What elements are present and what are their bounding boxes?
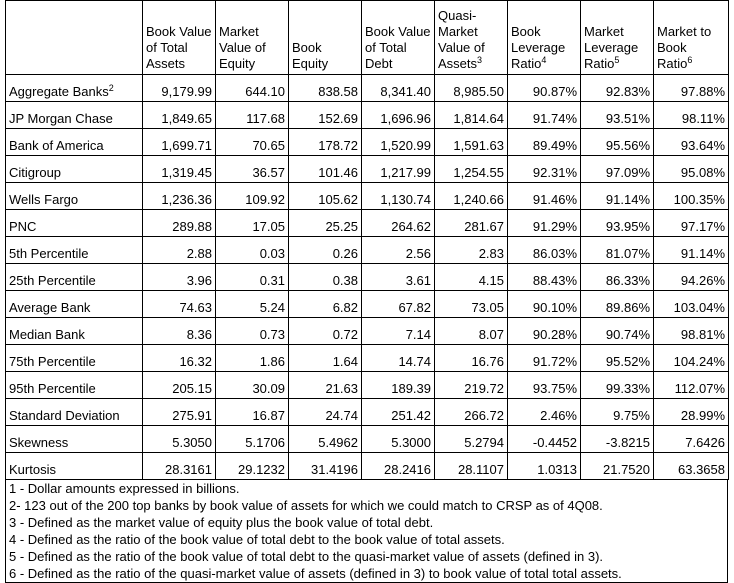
table-cell: 21.63 bbox=[289, 372, 362, 399]
column-header bbox=[435, 1, 508, 75]
table-cell: 92.83% bbox=[581, 75, 654, 102]
footnote-marker: 3 bbox=[477, 55, 483, 65]
row-label-cell bbox=[6, 237, 143, 264]
table-cell: 8,985.50 bbox=[435, 75, 508, 102]
column-header-label: Book Leverage Ratio bbox=[511, 24, 566, 71]
footnote: 2- 123 out of the 200 top banks by book value of assets for which we could match to CRSP as of 4Q08. bbox=[9, 498, 603, 513]
table-row bbox=[6, 264, 729, 291]
table-cell: 88.43% bbox=[508, 264, 581, 291]
table-cell: 289.88 bbox=[143, 210, 216, 237]
column-header-label: Quasi-Market Value of Assets bbox=[438, 8, 485, 71]
column-header bbox=[362, 1, 435, 75]
column-header bbox=[508, 1, 581, 75]
table-cell: 1,217.99 bbox=[362, 156, 435, 183]
table-row bbox=[6, 426, 729, 453]
table-cell: 25.25 bbox=[289, 210, 362, 237]
table-cell: 105.62 bbox=[289, 183, 362, 210]
table-cell: 30.09 bbox=[216, 372, 289, 399]
table-cell: 5.1706 bbox=[216, 426, 289, 453]
table-cell: 16.87 bbox=[216, 399, 289, 426]
table-cell: 70.65 bbox=[216, 129, 289, 156]
table-cell: 90.74% bbox=[581, 318, 654, 345]
table-cell: 94.26% bbox=[654, 264, 729, 291]
header-row bbox=[6, 1, 729, 75]
table-cell: 5.3000 bbox=[362, 426, 435, 453]
table-cell: 16.76 bbox=[435, 345, 508, 372]
column-header bbox=[143, 1, 216, 75]
table-cell: 5.2794 bbox=[435, 426, 508, 453]
table-cell: 0.72 bbox=[289, 318, 362, 345]
table-cell: 1,254.55 bbox=[435, 156, 508, 183]
table-cell: 14.74 bbox=[362, 345, 435, 372]
table-cell: 86.03% bbox=[508, 237, 581, 264]
table-cell: 93.64% bbox=[654, 129, 729, 156]
column-header-label: Market to Book Ratio bbox=[657, 24, 712, 71]
column-header bbox=[581, 1, 654, 75]
row-label: 25th Percentile bbox=[9, 273, 96, 288]
bank-statistics-table bbox=[5, 0, 729, 480]
row-label-cell bbox=[6, 318, 143, 345]
table-cell: -0.4452 bbox=[508, 426, 581, 453]
table-cell: 16.32 bbox=[143, 345, 216, 372]
row-label-cell bbox=[6, 426, 143, 453]
table-row bbox=[6, 210, 729, 237]
table-cell: 2.56 bbox=[362, 237, 435, 264]
table-cell: 1,849.65 bbox=[143, 102, 216, 129]
table-row bbox=[6, 345, 729, 372]
row-label-cell bbox=[6, 345, 143, 372]
table-cell: 89.49% bbox=[508, 129, 581, 156]
table-cell: 28.1107 bbox=[435, 453, 508, 480]
footnote: 3 - Defined as the market value of equity plus the book value of total debt. bbox=[9, 515, 434, 530]
table-row bbox=[6, 318, 729, 345]
table-cell: 67.82 bbox=[362, 291, 435, 318]
table-cell: 97.88% bbox=[654, 75, 729, 102]
table-cell: 28.2416 bbox=[362, 453, 435, 480]
table-cell: 0.73 bbox=[216, 318, 289, 345]
table-row bbox=[6, 102, 729, 129]
table-row bbox=[6, 453, 729, 480]
table-cell: 91.14% bbox=[654, 237, 729, 264]
table-body bbox=[6, 75, 729, 480]
column-header-label: Market Value of Equity bbox=[219, 24, 266, 71]
footnote: 6 - Defined as the ratio of the quasi-market value of assets (defined in 3) to book value of total total assets. bbox=[9, 566, 622, 581]
table-cell: 95.52% bbox=[581, 345, 654, 372]
table-cell: 1,319.45 bbox=[143, 156, 216, 183]
table-cell: 0.26 bbox=[289, 237, 362, 264]
table-row bbox=[6, 399, 729, 426]
table-cell: 2.83 bbox=[435, 237, 508, 264]
table-cell: 97.09% bbox=[581, 156, 654, 183]
row-label: 75th Percentile bbox=[9, 354, 96, 369]
table-cell: 1.0313 bbox=[508, 453, 581, 480]
table-cell: 28.3161 bbox=[143, 453, 216, 480]
table-row bbox=[6, 183, 729, 210]
table-cell: 28.99% bbox=[654, 399, 729, 426]
table-cell: 5.24 bbox=[216, 291, 289, 318]
table-row bbox=[6, 372, 729, 399]
table-cell: 644.10 bbox=[216, 75, 289, 102]
row-label: Average Bank bbox=[9, 300, 91, 315]
row-label: Bank of America bbox=[9, 138, 104, 153]
row-label-cell bbox=[6, 156, 143, 183]
table-cell: 7.6426 bbox=[654, 426, 729, 453]
table-cell: 838.58 bbox=[289, 75, 362, 102]
table-cell: 2.46% bbox=[508, 399, 581, 426]
table-cell: 100.35% bbox=[654, 183, 729, 210]
footnote: 4 - Defined as the ratio of the book value of total debt to the book value of total assets. bbox=[9, 532, 505, 547]
table-cell: 91.46% bbox=[508, 183, 581, 210]
row-label-cell bbox=[6, 399, 143, 426]
table-cell: 91.74% bbox=[508, 102, 581, 129]
table-cell: 92.31% bbox=[508, 156, 581, 183]
table-cell: 36.57 bbox=[216, 156, 289, 183]
table-cell: 1,699.71 bbox=[143, 129, 216, 156]
table-cell: 86.33% bbox=[581, 264, 654, 291]
table-row bbox=[6, 129, 729, 156]
table-cell: 91.29% bbox=[508, 210, 581, 237]
table-cell: 5.3050 bbox=[143, 426, 216, 453]
table-row bbox=[6, 156, 729, 183]
table-row bbox=[6, 291, 729, 318]
table-cell: 9,179.99 bbox=[143, 75, 216, 102]
table-cell: 90.87% bbox=[508, 75, 581, 102]
table-cell: 281.67 bbox=[435, 210, 508, 237]
table-cell: 1.64 bbox=[289, 345, 362, 372]
table-cell: 101.46 bbox=[289, 156, 362, 183]
footnote-marker: 6 bbox=[687, 55, 693, 65]
table-cell: 1,814.64 bbox=[435, 102, 508, 129]
table-cell: 112.07% bbox=[654, 372, 729, 399]
table-cell: 152.69 bbox=[289, 102, 362, 129]
table-cell: 98.81% bbox=[654, 318, 729, 345]
table-cell: 103.04% bbox=[654, 291, 729, 318]
table-cell: 1.86 bbox=[216, 345, 289, 372]
table-cell: 266.72 bbox=[435, 399, 508, 426]
table-row bbox=[6, 237, 729, 264]
table-cell: 251.42 bbox=[362, 399, 435, 426]
table-cell: 1,696.96 bbox=[362, 102, 435, 129]
table-cell: 0.03 bbox=[216, 237, 289, 264]
table-cell: 3.96 bbox=[143, 264, 216, 291]
table-cell: 31.4196 bbox=[289, 453, 362, 480]
row-label-cell bbox=[6, 129, 143, 156]
row-label: Kurtosis bbox=[9, 462, 56, 477]
table-cell: 8,341.40 bbox=[362, 75, 435, 102]
table-cell: 1,236.36 bbox=[143, 183, 216, 210]
row-label: 95th Percentile bbox=[9, 381, 96, 396]
row-label-cell bbox=[6, 291, 143, 318]
row-label: Aggregate Banks bbox=[9, 84, 109, 99]
column-header bbox=[6, 1, 143, 75]
row-label: Median Bank bbox=[9, 327, 85, 342]
table-cell: 117.68 bbox=[216, 102, 289, 129]
footnote: 1 - Dollar amounts expressed in billions. bbox=[9, 481, 240, 496]
table-cell: 7.14 bbox=[362, 318, 435, 345]
table-cell: 2.88 bbox=[143, 237, 216, 264]
footnote-marker: 2 bbox=[108, 83, 114, 93]
table-cell: 93.95% bbox=[581, 210, 654, 237]
table-cell: 4.15 bbox=[435, 264, 508, 291]
row-label: PNC bbox=[9, 219, 37, 234]
table-cell: 275.91 bbox=[143, 399, 216, 426]
row-label: 5th Percentile bbox=[9, 246, 89, 261]
table-cell: 95.56% bbox=[581, 129, 654, 156]
table-cell: 73.05 bbox=[435, 291, 508, 318]
table-cell: 3.61 bbox=[362, 264, 435, 291]
row-label: JP Morgan Chase bbox=[9, 111, 113, 126]
table-cell: 178.72 bbox=[289, 129, 362, 156]
table-cell: 109.92 bbox=[216, 183, 289, 210]
table-cell: 29.1232 bbox=[216, 453, 289, 480]
column-header bbox=[216, 1, 289, 75]
footnotes bbox=[5, 480, 728, 583]
table-row bbox=[6, 75, 729, 102]
table-cell: 8.36 bbox=[143, 318, 216, 345]
column-header-label: Book Value of Total Assets bbox=[146, 24, 212, 71]
row-label-cell bbox=[6, 372, 143, 399]
table-cell: 90.28% bbox=[508, 318, 581, 345]
row-label: Standard Deviation bbox=[9, 408, 120, 423]
table-cell: 93.51% bbox=[581, 102, 654, 129]
table-cell: 0.38 bbox=[289, 264, 362, 291]
table-cell: 104.24% bbox=[654, 345, 729, 372]
table-cell: 1,520.99 bbox=[362, 129, 435, 156]
row-label-cell bbox=[6, 453, 143, 480]
bank-statistics-table-container bbox=[5, 0, 728, 583]
table-cell: 1,591.63 bbox=[435, 129, 508, 156]
table-cell: 1,240.66 bbox=[435, 183, 508, 210]
footnote-marker: 5 bbox=[614, 55, 620, 65]
table-cell: 90.10% bbox=[508, 291, 581, 318]
column-header bbox=[289, 1, 362, 75]
row-label-cell bbox=[6, 102, 143, 129]
table-cell: 205.15 bbox=[143, 372, 216, 399]
column-header-label: Book Value of Total Debt bbox=[365, 24, 431, 71]
table-cell: 98.11% bbox=[654, 102, 729, 129]
table-cell: 21.7520 bbox=[581, 453, 654, 480]
table-cell: 95.08% bbox=[654, 156, 729, 183]
table-cell: 0.31 bbox=[216, 264, 289, 291]
footnote: 5 - Defined as the ratio of the book value of total debt to the quasi-market value of assets (defined in 3). bbox=[9, 549, 604, 564]
table-cell: 9.75% bbox=[581, 399, 654, 426]
table-cell: 17.05 bbox=[216, 210, 289, 237]
row-label-cell bbox=[6, 183, 143, 210]
table-cell: 189.39 bbox=[362, 372, 435, 399]
table-cell: 89.86% bbox=[581, 291, 654, 318]
table-cell: 97.17% bbox=[654, 210, 729, 237]
row-label-cell bbox=[6, 210, 143, 237]
table-cell: 8.07 bbox=[435, 318, 508, 345]
table-cell: 6.82 bbox=[289, 291, 362, 318]
table-cell: 91.14% bbox=[581, 183, 654, 210]
row-label: Wells Fargo bbox=[9, 192, 79, 207]
column-header bbox=[654, 1, 729, 75]
table-cell: 264.62 bbox=[362, 210, 435, 237]
row-label: Skewness bbox=[9, 435, 69, 450]
table-cell: 93.75% bbox=[508, 372, 581, 399]
row-label-cell bbox=[6, 264, 143, 291]
table-cell: 91.72% bbox=[508, 345, 581, 372]
table-cell: 1,130.74 bbox=[362, 183, 435, 210]
table-cell: 5.4962 bbox=[289, 426, 362, 453]
table-cell: 63.3658 bbox=[654, 453, 729, 480]
row-label: Citigroup bbox=[9, 165, 62, 180]
table-cell: 24.74 bbox=[289, 399, 362, 426]
table-cell: 81.07% bbox=[581, 237, 654, 264]
row-label-cell bbox=[6, 75, 143, 102]
table-cell: -3.8215 bbox=[581, 426, 654, 453]
footnote-marker: 4 bbox=[541, 55, 547, 65]
column-header-label: Book Equity bbox=[292, 40, 329, 71]
table-cell: 74.63 bbox=[143, 291, 216, 318]
column-header-label: Market Leverage Ratio bbox=[584, 24, 639, 71]
table-cell: 99.33% bbox=[581, 372, 654, 399]
table-cell: 219.72 bbox=[435, 372, 508, 399]
